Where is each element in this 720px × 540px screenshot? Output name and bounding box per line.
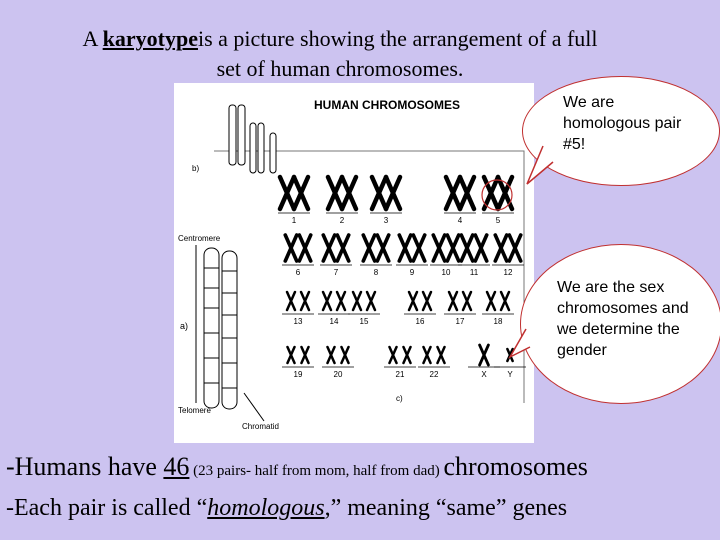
chromosome [386, 177, 400, 209]
chromosome-pair-6 [282, 235, 314, 277]
chromosome-pair-8 [360, 235, 392, 277]
chromosome [409, 292, 417, 310]
pair-number: 22 [429, 370, 439, 379]
fact2-pre: -Each pair is called “ [6, 495, 208, 521]
chromosome [280, 177, 294, 209]
chromosome [446, 177, 460, 209]
chromosome [327, 347, 334, 363]
pair-number: 18 [493, 317, 503, 326]
pair-number: Y [507, 370, 513, 379]
pair-number: 4 [457, 216, 463, 225]
chromosome [301, 347, 308, 363]
pair-number: 5 [495, 216, 501, 225]
chromatid-label: Chromatid [242, 422, 279, 431]
chromosome-pair-19 [282, 347, 314, 379]
chromosome-pair-21 [384, 347, 416, 379]
fact2-post: ,” meaning “same” genes [324, 495, 568, 521]
sex-callout-tail [506, 325, 536, 365]
chromosome [501, 292, 509, 310]
fact1-pre: -Humans have [6, 452, 164, 481]
chromosome-pair-20 [322, 347, 354, 379]
title-rest: is a picture showing the arrangement of a full [197, 26, 598, 51]
label-b: b) [192, 164, 200, 173]
chromosome [399, 235, 410, 261]
chromosome-pair-X [468, 345, 500, 379]
telomere-label: Telomere [178, 406, 211, 415]
sex-chromosomes-callout [520, 244, 720, 404]
karyotype-svg [174, 83, 534, 443]
chromosome [389, 347, 396, 363]
pair-number: X [481, 370, 487, 379]
fact1-post: chromosomes [443, 452, 588, 481]
karyotype-term: karyotype [102, 26, 198, 51]
pair-number: 15 [359, 317, 369, 326]
chromosome-pair-9 [396, 235, 428, 277]
chromosome-pair-16 [404, 292, 436, 326]
label-c: c) [396, 394, 403, 403]
chromosome [287, 347, 294, 363]
chromosome-pair-13 [282, 292, 314, 326]
chromosome [460, 177, 474, 209]
chromosome-pair-1 [278, 177, 310, 225]
chromosome [433, 235, 444, 261]
pair-number: 7 [333, 268, 339, 277]
chromosome [341, 347, 348, 363]
chromosome-pair-7 [320, 235, 352, 277]
pair-number: 11 [469, 268, 479, 277]
chromosome [413, 235, 424, 261]
chromosome [480, 345, 489, 365]
chromosome [323, 292, 331, 310]
chromosome [372, 177, 386, 209]
pair-number: 12 [503, 268, 513, 277]
chromosome [437, 347, 444, 363]
chromosome [367, 292, 375, 310]
pair-number: 21 [395, 370, 405, 379]
title-line2: set of human chromosomes. [216, 56, 464, 81]
pair-number: 13 [293, 317, 303, 326]
chromosome-pair-2 [326, 177, 358, 225]
chromosome [449, 292, 457, 310]
title-prefix: A [82, 26, 103, 51]
chromosome [337, 292, 345, 310]
figure-heading: HUMAN CHROMOSOMES [314, 98, 460, 112]
count-46: 46 [163, 452, 190, 481]
large-chromosome-diagram [196, 245, 264, 421]
chromosome [328, 177, 342, 209]
chromosome [423, 347, 430, 363]
duplicated-chromosome-diagram [229, 105, 276, 173]
fact-line-2 [6, 495, 567, 522]
chromosome-pair-3 [370, 177, 402, 225]
chromosome-pair-17 [444, 292, 476, 326]
chromosome-pair-22 [418, 347, 450, 379]
chromosome [461, 235, 472, 261]
chromosome [342, 177, 356, 209]
chromosome [495, 235, 506, 261]
chromosome [301, 292, 309, 310]
slide-title [40, 24, 640, 84]
pair-number: 16 [415, 317, 425, 326]
chromosome [287, 292, 295, 310]
chromosome [509, 235, 520, 261]
fact-line-1 [6, 452, 588, 482]
sex-callout-text: We are the sex chromosomes and we determine the gender [557, 279, 689, 359]
chromosome [403, 347, 410, 363]
pair5-callout-tail [525, 140, 565, 190]
chromosome [323, 235, 334, 261]
chromosome [363, 235, 374, 261]
chromosome-pair-4 [444, 177, 476, 225]
karyotype-figure [174, 83, 534, 443]
fact1-parenthetical: (23 pairs- half from mom, half from dad) [189, 463, 444, 479]
chromosome [487, 292, 495, 310]
chromosome [299, 235, 310, 261]
chromosome-pair-11 [458, 235, 490, 277]
pair5-callout-text: We are homologous pair #5! [563, 94, 682, 153]
label-a: a) [180, 321, 189, 331]
chromosome [463, 292, 471, 310]
pair-number: 9 [409, 268, 415, 277]
centromere-label: Centromere [178, 234, 221, 243]
pair-number: 19 [293, 370, 303, 379]
chromosome [447, 235, 458, 261]
pair-number: 3 [383, 216, 389, 225]
chromosome-pair-12 [492, 235, 524, 277]
chromosome [285, 235, 296, 261]
chromosome [337, 235, 348, 261]
chromosome [377, 235, 388, 261]
chromosome [353, 292, 361, 310]
panel-frame [214, 151, 524, 403]
chromosome [423, 292, 431, 310]
chromosome-pair-10 [430, 235, 462, 277]
pair-number: 10 [441, 268, 451, 277]
pair-number: 17 [455, 317, 465, 326]
pair-number: 14 [329, 317, 339, 326]
chromosome [475, 235, 486, 261]
pair-number: 1 [291, 216, 297, 225]
chromosome [294, 177, 308, 209]
pair-number: 8 [373, 268, 379, 277]
chromosome-pair-18 [482, 292, 514, 326]
chromosome-pair-15 [348, 292, 380, 326]
pair-number: 2 [339, 216, 345, 225]
homologous-term: homologous [207, 495, 325, 521]
pair-number: 20 [333, 370, 343, 379]
chromosome-pair-14 [318, 292, 350, 326]
pair-number: 6 [295, 268, 301, 277]
